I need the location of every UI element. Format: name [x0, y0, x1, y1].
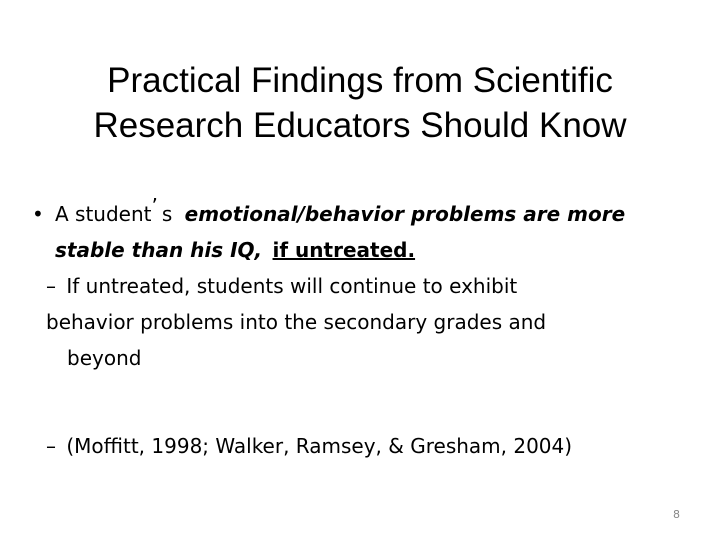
sub-bullet-1-text-3: beyond: [67, 346, 142, 370]
bullet-text-s: s: [161, 202, 173, 226]
sub-bullet-1-line-3: [67, 340, 141, 376]
bullet-emphasis-2: stable than his IQ,: [55, 238, 263, 262]
sub-bullet-2: [46, 428, 572, 464]
bullet-text-start: A student: [55, 202, 152, 226]
sub-bullet-1-line-2: [46, 304, 546, 340]
sub-bullet-1-text-1: If untreated, students will continue to exhibit: [66, 274, 518, 298]
apostrophe: ’: [151, 194, 158, 218]
sub-bullet-2-dash: –: [46, 434, 56, 458]
bullet-line-1: [55, 196, 625, 232]
title-line-1: Practical Findings from Scientific: [107, 61, 613, 100]
bullet-emphasis-3: if untreated.: [272, 238, 416, 262]
citation-text: (Moffitt, 1998; Walker, Ramsey, & Gresham, 2004): [66, 434, 573, 458]
page-number: 8: [673, 508, 680, 521]
sub-bullet-1-line-1: [46, 268, 517, 304]
bullet-line-2: [55, 232, 415, 268]
sub-bullet-1-dash: –: [46, 274, 56, 298]
bullet-emphasis-1: emotional/behavior problems are more: [184, 202, 626, 226]
sub-bullet-1-text-2: behavior problems into the secondary grades and: [46, 310, 547, 334]
slide-title: [0, 58, 720, 148]
title-line-2: Research Educators Should Know: [93, 106, 627, 145]
bullet-marker: •: [32, 202, 44, 226]
